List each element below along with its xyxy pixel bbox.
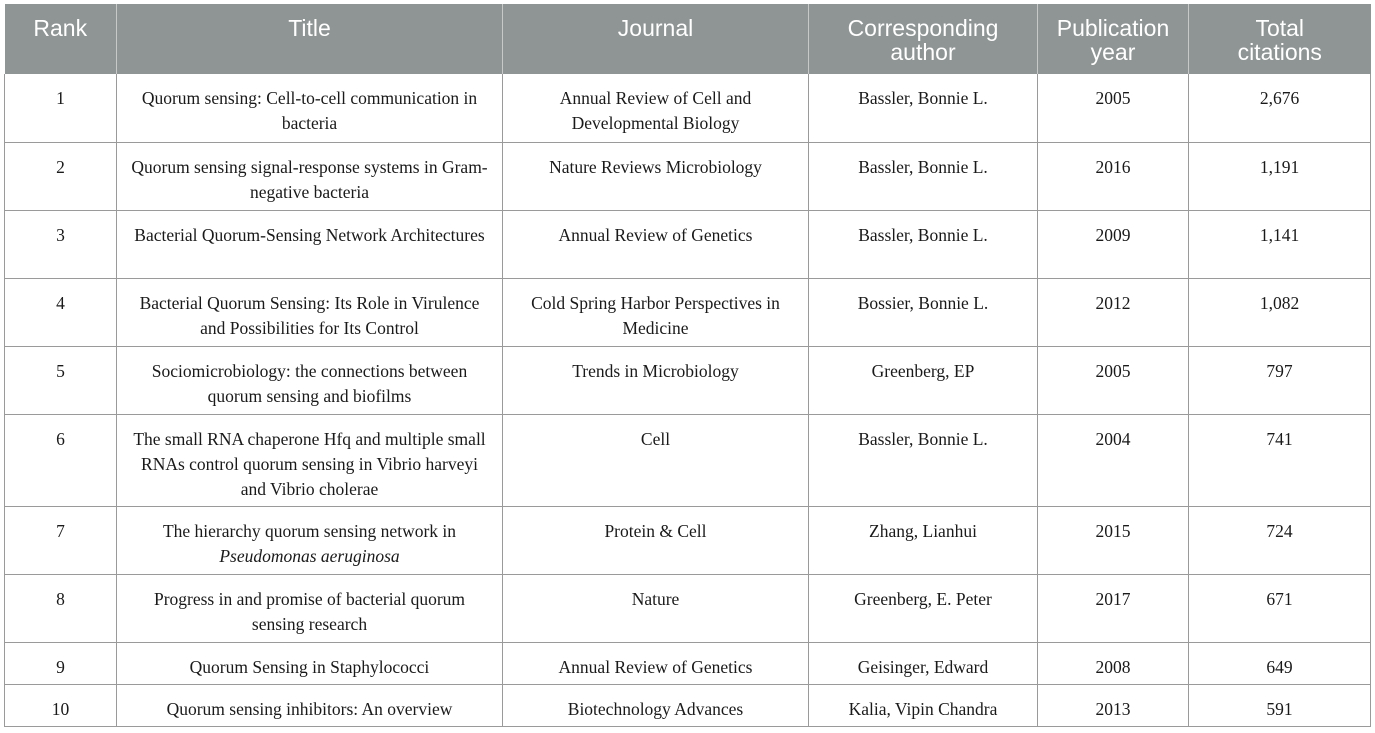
table-row	[5, 278, 1371, 346]
cell-title: Quorum Sensing in Staphylococci	[117, 642, 503, 684]
cell-year: 2008	[1038, 642, 1189, 684]
cell-journal: Nature Reviews Microbiology	[503, 142, 809, 210]
cell-author: Geisinger, Edward	[809, 642, 1038, 684]
table-row	[5, 210, 1371, 278]
cell-title: Progress in and promise of bacterial quorum sensing research	[117, 574, 503, 642]
cell-rank: 6	[5, 414, 117, 506]
cell-title: The small RNA chaperone Hfq and multiple small RNAs control quorum sensing in Vibrio harveyi and Vibrio cholerae	[117, 414, 503, 506]
cell-year: 2009	[1038, 210, 1189, 278]
cell-journal: Annual Review of Cell and Developmental Biology	[503, 74, 809, 142]
cell-year: 2013	[1038, 684, 1189, 726]
cell-year: 2012	[1038, 278, 1189, 346]
cell-year: 2016	[1038, 142, 1189, 210]
table-row	[5, 684, 1371, 726]
cell-citations: 591	[1189, 684, 1371, 726]
cell-title: Quorum sensing inhibitors: An overview	[117, 684, 503, 726]
cell-journal: Biotechnology Advances	[503, 684, 809, 726]
citation-table-container	[4, 4, 1370, 727]
table-row	[5, 74, 1371, 142]
cell-rank: 1	[5, 74, 117, 142]
table-row	[5, 506, 1371, 574]
header-total-citations: Total citations	[1189, 4, 1371, 74]
cell-citations: 797	[1189, 346, 1371, 414]
top-cited-papers-table	[4, 4, 1371, 727]
table-row	[5, 414, 1371, 506]
header-title: Title	[117, 4, 503, 74]
cell-title	[117, 506, 503, 574]
cell-rank: 4	[5, 278, 117, 346]
cell-rank: 7	[5, 506, 117, 574]
header-rank: Rank	[5, 4, 117, 74]
table-row	[5, 574, 1371, 642]
cell-rank: 10	[5, 684, 117, 726]
header-journal: Journal	[503, 4, 809, 74]
cell-citations: 724	[1189, 506, 1371, 574]
cell-rank: 8	[5, 574, 117, 642]
cell-author: Bossier, Bonnie L.	[809, 278, 1038, 346]
title-text: The hierarchy quorum sensing network in	[162, 520, 457, 541]
cell-citations: 671	[1189, 574, 1371, 642]
cell-journal: Cold Spring Harbor Perspectives in Medicine	[503, 278, 809, 346]
cell-author: Zhang, Lianhui	[809, 506, 1038, 574]
cell-citations: 1,191	[1189, 142, 1371, 210]
cell-citations: 2,676	[1189, 74, 1371, 142]
cell-title: Quorum sensing signal-response systems in Gram-negative bacteria	[117, 142, 503, 210]
cell-year: 2005	[1038, 346, 1189, 414]
cell-year: 2005	[1038, 74, 1189, 142]
cell-journal: Nature	[503, 574, 809, 642]
cell-author: Greenberg, EP	[809, 346, 1038, 414]
cell-journal: Trends in Microbiology	[503, 346, 809, 414]
table-row	[5, 346, 1371, 414]
cell-rank: 5	[5, 346, 117, 414]
cell-author: Greenberg, E. Peter	[809, 574, 1038, 642]
cell-citations: 1,141	[1189, 210, 1371, 278]
cell-title: Bacterial Quorum Sensing: Its Role in Virulence and Possibilities for Its Control	[117, 278, 503, 346]
header-corresponding-author: Corresponding author	[809, 4, 1038, 74]
table-header-row	[5, 4, 1371, 74]
cell-author: Bassler, Bonnie L.	[809, 210, 1038, 278]
cell-citations: 741	[1189, 414, 1371, 506]
cell-rank: 2	[5, 142, 117, 210]
cell-year: 2004	[1038, 414, 1189, 506]
cell-author: Bassler, Bonnie L.	[809, 74, 1038, 142]
cell-rank: 9	[5, 642, 117, 684]
cell-journal: Annual Review of Genetics	[503, 642, 809, 684]
cell-author: Kalia, Vipin Chandra	[809, 684, 1038, 726]
table-row	[5, 642, 1371, 684]
cell-title: Quorum sensing: Cell-to-cell communication in bacteria	[117, 74, 503, 142]
cell-title: Sociomicrobiology: the connections between quorum sensing and biofilms	[117, 346, 503, 414]
cell-title: Bacterial Quorum-Sensing Network Architectures	[117, 210, 503, 278]
cell-rank: 3	[5, 210, 117, 278]
cell-citations: 649	[1189, 642, 1371, 684]
species-name-italic: Pseudomonas aeruginosa	[219, 545, 400, 566]
table-row	[5, 142, 1371, 210]
cell-journal: Annual Review of Genetics	[503, 210, 809, 278]
cell-year: 2017	[1038, 574, 1189, 642]
cell-author: Bassler, Bonnie L.	[809, 414, 1038, 506]
cell-journal: Cell	[503, 414, 809, 506]
header-publication-year: Publication year	[1038, 4, 1189, 74]
cell-journal: Protein & Cell	[503, 506, 809, 574]
cell-author: Bassler, Bonnie L.	[809, 142, 1038, 210]
cell-year: 2015	[1038, 506, 1189, 574]
cell-citations: 1,082	[1189, 278, 1371, 346]
